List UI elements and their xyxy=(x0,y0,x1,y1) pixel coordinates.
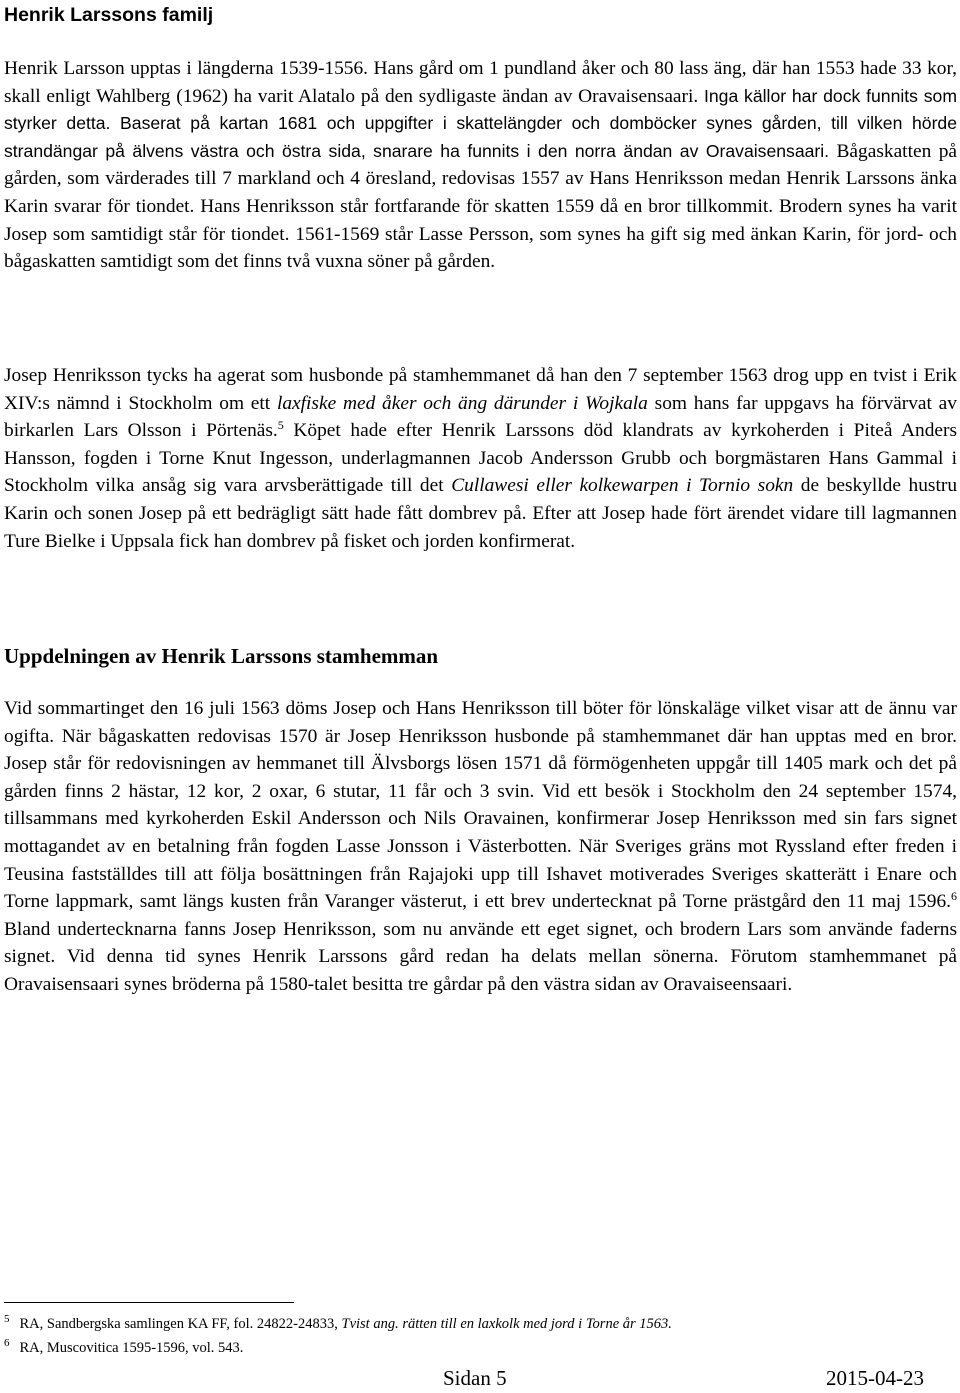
paragraph-1-part-1: Henrik Larsson upptas i längderna 1539-1556. Hans gård om 1 pundland åker och 80 lass äng, där han 1553 hade 33 kor, skall enligt Wahlberg (1962) ha varit Alatalo på den sydligaste ändan av Oravaisensaari. xyxy=(4,58,957,107)
page-number: Sidan 5 xyxy=(443,1366,507,1390)
footnote-text: RA, Muscovitica 1595-1596, vol. 543. xyxy=(19,1340,244,1356)
paragraph-2-italic-b: Cullawesi eller kolkewarpen i Tornio sokn xyxy=(451,475,794,497)
footnote-5 xyxy=(4,1313,672,1333)
paragraph-3 xyxy=(4,695,957,999)
paragraph-3-part-b: Bland undertecknarna fanns Josep Henriksson, som nu använde ett eget signet, och brodern Lars som använde faderns signet. Vid denna tid synes Henrik Larssons gård redan ha delats mellan sönerna. Förutom stamhemmanet på Oravaisensaari synes bröderna på 1580-talet besitta tre gårdar på den västra sidan av Oravaiseensaari. xyxy=(4,918,957,995)
footnote-ref-6[interactable]: 6 xyxy=(951,889,957,904)
footnote-number: 6 xyxy=(4,1337,10,1349)
paragraph-1-part-2: Inga källor har dock funnits som styrker detta. Baserat på kartan 1681 och uppgifter i skattelängder och domböcker synes gården, till vilken hörde strandängar på älvens västra och östra sida, snarare ha funnits i den norra ändan av Oravaisensaari. xyxy=(4,85,957,161)
footnote-text: RA, Sandbergska samlingen KA FF, fol. 24822-24833, xyxy=(19,1316,342,1332)
footnote-number: 5 xyxy=(4,1313,10,1325)
footnote-ref-5[interactable]: 5 xyxy=(277,418,284,433)
page-title: Henrik Larssons familj xyxy=(4,4,214,26)
footnote-divider xyxy=(4,1302,294,1303)
page-date: 2015-04-23 xyxy=(826,1366,924,1390)
paragraph-1-part-3: Bågaskatten på gården, som värderades till 7 markland och 4 öresland, redovisas 1557 av Hans Henriksson medan Henrik Larssons änka Karin svarar för tiondet. Hans Henriksson står fortfarande för skatten 1559 då en bror tillkommit. Brodern synes ha varit Josep som samtidigt står för tiondet. 1561-1569 står Lasse Persson, som synes ha gift sig med änkan Karin, för jord- och bågaskatten samtidigt som det finns två vuxna söner på gården. xyxy=(4,140,957,273)
paragraph-2-part-f: de beskyllde hustru Karin och sonen Josep på ett bedrägligt sätt hade fått dombrev på. Efter att Josep hade fört ärendet vidare till lagmannen Ture Bielke i Uppsala fick han dombrev på fisket och jorden konfirmerat. xyxy=(4,475,958,552)
section-heading: Uppdelningen av Henrik Larssons stamhemman xyxy=(4,644,439,668)
paragraph-2 xyxy=(4,362,957,555)
footnote-italic-text: Tvist ang. rätten till en laxkolk med jord i Torne år 1563. xyxy=(341,1316,672,1332)
paragraph-3-part-a: Vid sommartinget den 16 juli 1563 döms Josep och Hans Henriksson till böter för lönskaläge vilket visar att de ännu var ogifta. När bågaskatten redovisas 1570 är Josep Henriksson husbonde på stamhemmanet där han upptas med en bror. Josep står för redovisningen av hemmanet till Älvsborgs lösen 1571 då förmögenheten uppgår till 1405 mark och det på gården finns 2 hästar, 12 kor, 2 oxar, 6 stutar, 11 får och 3 svin. Vid ett besök i Stockholm den 24 september 1574, tillsammans med kyrkoherden Eskil Andersson och Nils Oravainen, konfirmerar Josep Henriksson med sin fars signet mottagandet av en betalning från fogden Lasse Jonsson i Västerbotten. När Sveriges gräns mot Ryssland efter freden i Teusina fastställdes till att följa bosättningen från Rajajoki upp till Ishavet motiverades Sveriges skatterätt i Enare och Torne lappmark, samt längs kusten från Varanger västerut, i ett brev undertecknat på Torne prästgård den 11 maj 1596. xyxy=(4,698,957,913)
paragraph-2-part-d: Köpet hade efter Henrik Larssons död klandrats av kyrkoherden i Piteå Anders Hansson, fogden i Torne Knut Ingesson, underlagmannen Jacob Andersson Grubb och borgmästaren Hans Gammal i Stockholm vilka ansåg sig vara arvsberättigade till det xyxy=(4,420,957,497)
paragraph-2-part-c: som hans far uppgavs ha förvärvat av birkarlen Lars Olsson i Pörtenäs. xyxy=(4,392,957,442)
paragraph-2-part-a: Josep Henriksson tycks ha agerat som husbonde på stamhemmanet då han den 7 september 1563 drog upp en tvist i Erik XIV:s nämnd i Stockholm om ett xyxy=(4,365,957,414)
paragraph-2-italic-a: laxfiske med åker och äng därunder i Wojkala xyxy=(276,392,648,414)
paragraph-1 xyxy=(4,55,957,276)
footnote-6 xyxy=(4,1337,244,1357)
